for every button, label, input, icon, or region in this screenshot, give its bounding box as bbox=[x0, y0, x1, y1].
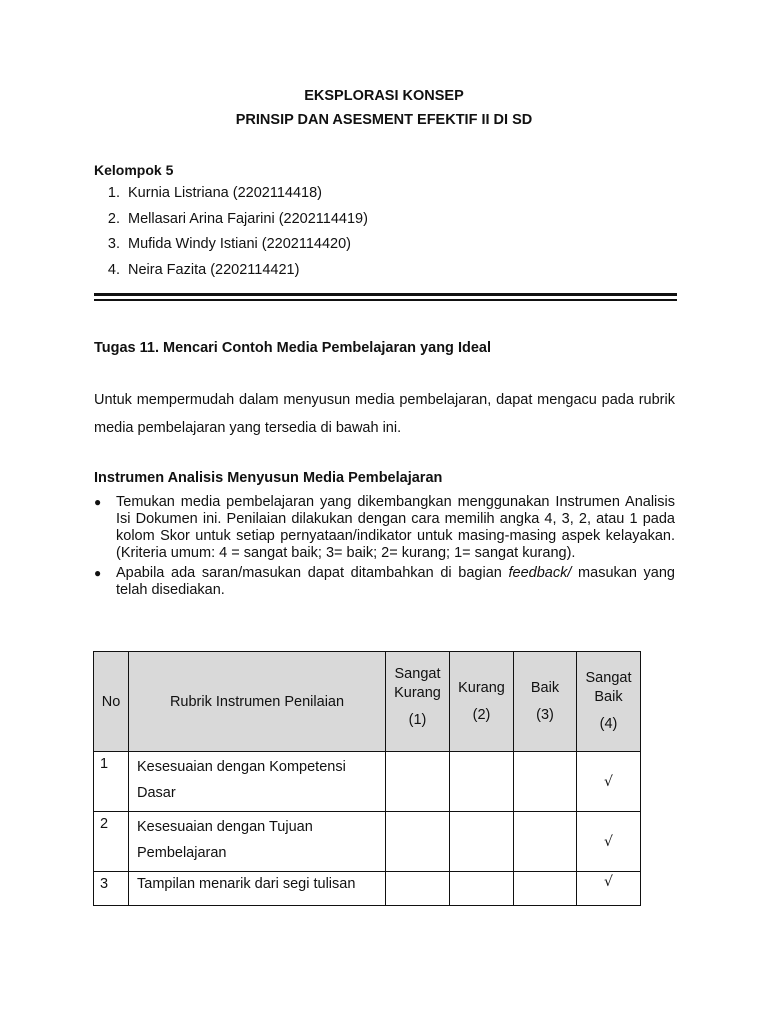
divider-thin bbox=[94, 299, 677, 301]
score-cell-1 bbox=[386, 872, 450, 906]
member-name: Neira Fazita (2202114421) bbox=[128, 261, 300, 278]
score-cell-4: √ bbox=[577, 812, 641, 872]
header-s4-line2: Baik bbox=[594, 689, 623, 705]
member-item bbox=[94, 233, 368, 259]
row-criterion bbox=[129, 872, 386, 906]
header-sangat-baik bbox=[577, 652, 641, 752]
header-s3-score: (3) bbox=[536, 706, 554, 723]
score-cell-4: √ bbox=[577, 872, 641, 906]
header-s2-score: (2) bbox=[472, 706, 491, 723]
criterion-line1: Tampilan menarik dari segi tulisan bbox=[137, 876, 356, 892]
table-row bbox=[94, 812, 641, 872]
header-kurang bbox=[450, 652, 514, 752]
header-no: No bbox=[94, 652, 129, 752]
member-list bbox=[94, 182, 368, 284]
header-sangat-kurang bbox=[386, 652, 450, 752]
score-cell-3 bbox=[514, 872, 577, 906]
score-cell-3 bbox=[514, 812, 577, 872]
document-title: EKSPLORASI KONSEP bbox=[304, 88, 464, 104]
member-name: Kurnia Listriana (2202114418) bbox=[128, 185, 323, 201]
header-s1-line2: Kurang bbox=[394, 685, 441, 701]
header-rubrik: Rubrik Instrumen Penilaian bbox=[129, 652, 386, 752]
criterion-line2: Dasar bbox=[137, 785, 176, 801]
header-s3-label: Baik bbox=[530, 679, 560, 696]
rubric-table bbox=[93, 651, 641, 906]
table-row bbox=[94, 752, 641, 812]
instrument-title: Instrumen Analisis Menyusun Media Pembelajaran bbox=[94, 470, 443, 486]
member-item bbox=[94, 259, 368, 285]
row-criterion bbox=[129, 752, 386, 812]
instruction-text bbox=[116, 565, 675, 599]
instruction-text-main: Apabila ada saran/masukan dapat ditambahkan di bagian bbox=[116, 565, 509, 581]
document-subtitle: PRINSIP DAN ASESMENT EFEKTIF II DI SD bbox=[235, 112, 533, 128]
criterion-line1: Kesesuaian dengan Tujuan bbox=[137, 819, 313, 835]
instruction-text: Temukan media pembelajaran yang dikembangkan menggunakan Instrumen Analisis Isi Dokumen ini. Penilaian dilakukan dengan cara memilih angka 4, 3, 2, atau 1 pada kolom Skor untuk setiap pernyataan/indikator untuk masing-masing aspek kelayakan. (Kriteria umum: 4 = sangat baik; 3= baik; 2= kurang; 1= sangat kurang). bbox=[116, 494, 675, 561]
instruction-item bbox=[94, 565, 675, 599]
header-s4-score: (4) bbox=[599, 716, 618, 732]
header-s1-score: (1) bbox=[408, 712, 427, 728]
task-title: Tugas 11. Mencari Contoh Media Pembelajaran yang Ideal bbox=[94, 340, 491, 356]
row-criterion bbox=[129, 812, 386, 872]
member-item bbox=[94, 208, 368, 234]
criterion-line2: Pembelajaran bbox=[137, 845, 227, 861]
instruction-list bbox=[94, 494, 675, 599]
member-number: 4. bbox=[107, 261, 120, 278]
score-cell-2 bbox=[450, 812, 514, 872]
score-cell-1 bbox=[386, 812, 450, 872]
table-header-row bbox=[94, 652, 641, 752]
header-s4-line1: Sangat bbox=[585, 670, 632, 686]
score-cell-2 bbox=[450, 752, 514, 812]
member-item bbox=[94, 182, 368, 208]
intro-paragraph: Untuk mempermudah dalam menyusun media pembelajaran, dapat mengacu pada rubrik media pembelajaran yang tersedia di bawah ini. bbox=[94, 392, 675, 436]
instruction-text-italic: feedback/ bbox=[508, 565, 572, 581]
header-s2-label: Kurang bbox=[458, 679, 505, 696]
divider-thick bbox=[94, 293, 677, 296]
member-name: Mufida Windy Istiani (2202114420) bbox=[128, 236, 351, 252]
header-baik bbox=[514, 652, 577, 752]
member-number: 3. bbox=[107, 236, 120, 252]
score-cell-2 bbox=[450, 872, 514, 906]
member-number: 1. bbox=[107, 185, 120, 201]
table-row bbox=[94, 872, 641, 906]
member-name: Mellasari Arina Fajarini (2202114419) bbox=[128, 210, 368, 227]
group-label: Kelompok 5 bbox=[94, 162, 174, 178]
score-cell-1 bbox=[386, 752, 450, 812]
member-number: 2. bbox=[107, 210, 120, 227]
header-s1-line1: Sangat bbox=[394, 666, 441, 682]
score-cell-3 bbox=[514, 752, 577, 812]
criterion-line1: Kesesuaian dengan Kompetensi bbox=[137, 759, 346, 775]
instruction-item bbox=[94, 494, 675, 562]
instruction-text-tail: masukan yang telah disediakan. bbox=[116, 565, 675, 598]
bullet-icon: ● bbox=[94, 495, 102, 509]
score-cell-4: √ bbox=[577, 752, 641, 812]
row-number: 3 bbox=[94, 872, 129, 906]
row-number: 2 bbox=[94, 812, 129, 872]
bullet-icon: ● bbox=[94, 566, 102, 580]
row-number: 1 bbox=[94, 752, 129, 812]
